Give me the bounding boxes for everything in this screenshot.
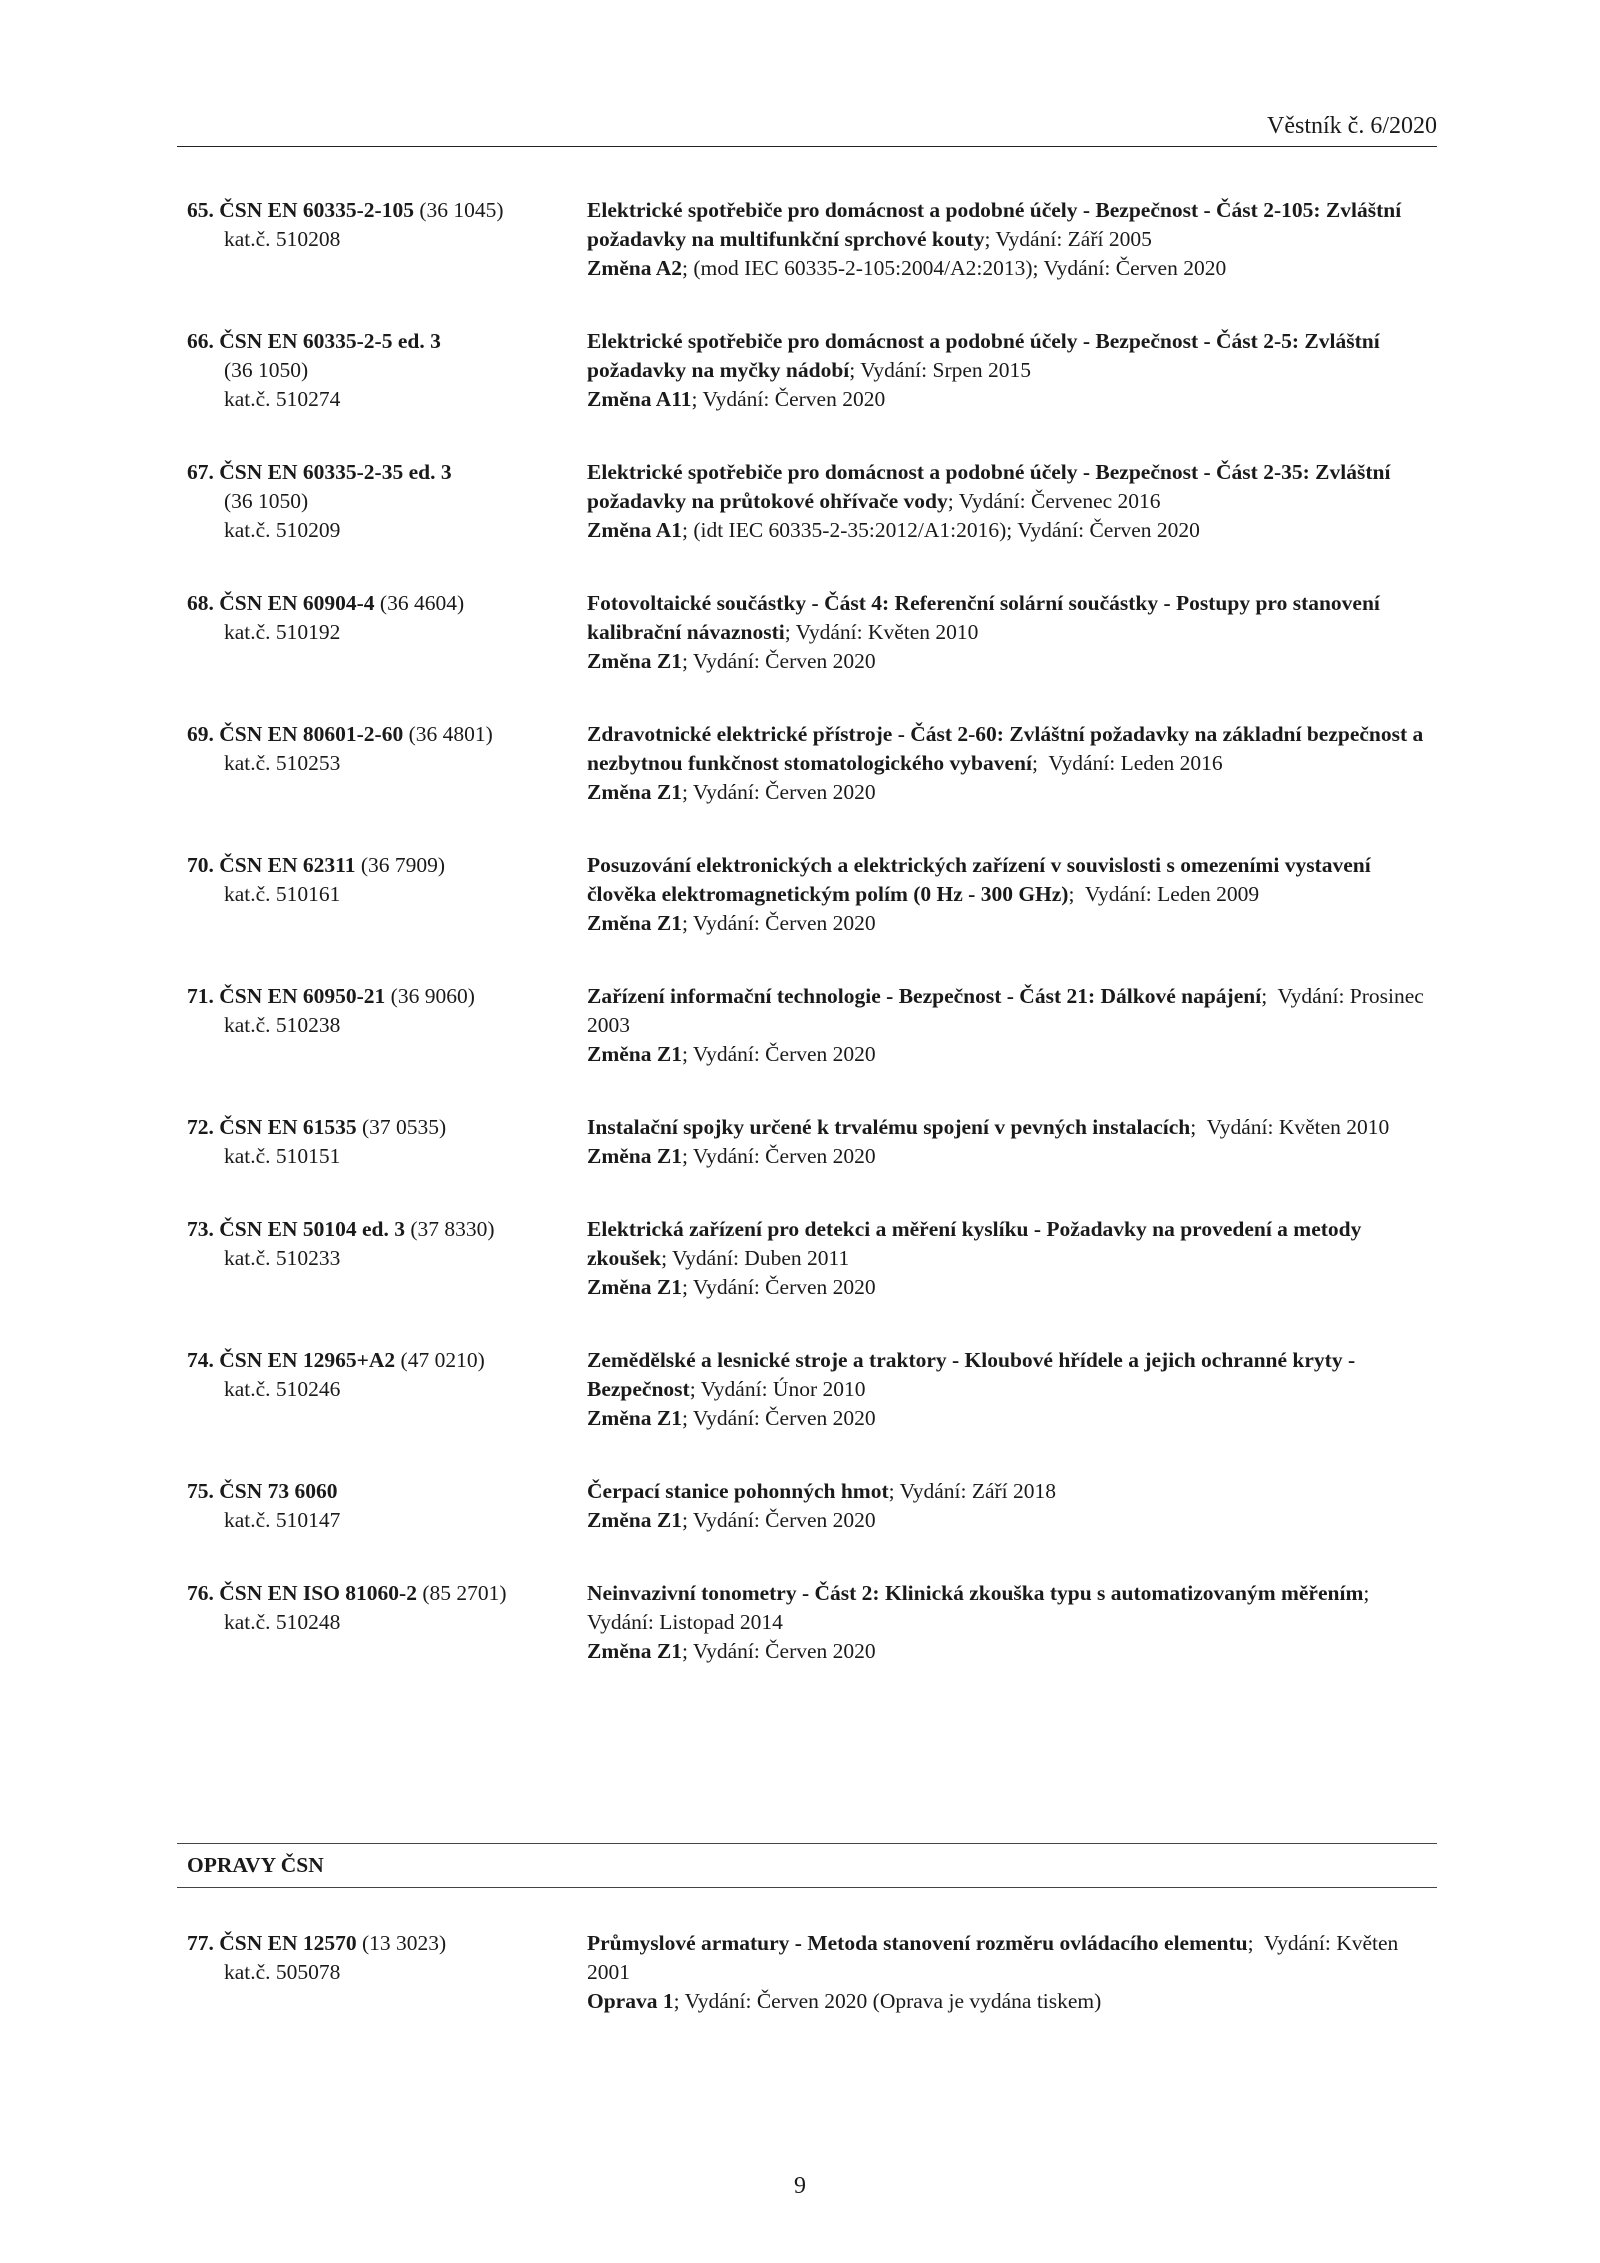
- standard-code: ČSN EN 12965+A2: [219, 1348, 396, 1372]
- issue-date: ; Vydání: Leden 2016: [1031, 751, 1223, 775]
- standard-title: Zemědělské a lesnické stroje a traktory - Kloubové hřídele a jejich ochranné kryty - Bezpečnost: [587, 1348, 1356, 1401]
- standard-title: Elektrické spotřebiče pro domácnost a podobné účely - Bezpečnost - Část 2-105: Zvláštní požadavky na multifunkční sprchové kouty: [587, 198, 1402, 251]
- change-label: Změna Z1: [587, 1508, 682, 1532]
- issue-date: ; Vydání: Listopad 2014: [587, 1581, 1370, 1634]
- standard-code: ČSN EN 60335-2-5 ed. 3: [219, 329, 441, 353]
- change-line: [587, 516, 1437, 545]
- change-label: Změna A11: [587, 387, 692, 411]
- catalog-number: kat.č. 510274: [224, 387, 341, 411]
- change-line: [587, 909, 1437, 938]
- entry-line: [187, 984, 475, 1008]
- entry-number: 65.: [187, 198, 214, 222]
- change-label: Změna Z1: [587, 1144, 682, 1168]
- change-label: Změna Z1: [587, 1406, 682, 1430]
- title-line: [587, 1579, 1437, 1637]
- catalog-number: kat.č. 510253: [224, 751, 341, 775]
- standard-entry: [187, 196, 1437, 283]
- issue-date: ; Vydání: Září 2005: [984, 227, 1152, 251]
- page-header: [177, 112, 1437, 147]
- entry-number: 68.: [187, 591, 214, 615]
- title-line: [587, 1929, 1437, 1987]
- entry-line: [187, 591, 464, 615]
- change-line: [587, 1987, 1437, 2016]
- entry-number: 67.: [187, 460, 214, 484]
- entry-number: 73.: [187, 1217, 214, 1241]
- class-number: (36 7909): [355, 853, 446, 877]
- entry-line: [187, 1217, 495, 1241]
- entry-line: [187, 853, 445, 877]
- change-label: Změna Z1: [587, 911, 682, 935]
- title-line: [587, 458, 1437, 516]
- standard-identifier: [187, 982, 577, 1040]
- standard-title: Elektrické spotřebiče pro domácnost a podobné účely - Bezpečnost - Část 2-35: Zvláštní požadavky na průtokové ohřívače vody: [587, 460, 1391, 513]
- standard-description: [587, 196, 1437, 283]
- entry-number: 71.: [187, 984, 214, 1008]
- catalog-number: kat.č. 510192: [224, 620, 341, 644]
- entry-number: 70.: [187, 853, 214, 877]
- standards-list: [187, 196, 1437, 1710]
- standard-entry: [187, 458, 1437, 545]
- entry-number: 75.: [187, 1479, 214, 1503]
- catalog-number: kat.č. 505078: [224, 1960, 341, 1984]
- standard-code: ČSN EN 60335-2-35 ed. 3: [219, 460, 452, 484]
- standard-entry: [187, 1215, 1437, 1302]
- catalog-number: kat.č. 510209: [224, 518, 341, 542]
- standard-title: Zařízení informační technologie - Bezpečnost - Část 21: Dálkové napájení: [587, 984, 1262, 1008]
- catalog-number: kat.č. 510147: [224, 1508, 341, 1532]
- standard-entry: [187, 1477, 1437, 1535]
- standard-code: ČSN EN 50104 ed. 3: [219, 1217, 406, 1241]
- issue-date: ; Vydání: Květen 2001: [587, 1931, 1399, 1984]
- title-line: [587, 720, 1437, 778]
- standard-code: ČSN 73 6060: [219, 1479, 338, 1503]
- standard-identifier: [187, 1579, 577, 1637]
- class-number: (85 2701): [416, 1581, 507, 1605]
- entry-line: [187, 198, 504, 222]
- entry-line: [187, 1931, 446, 1955]
- class-number-line: (36 1050): [224, 489, 309, 513]
- standard-description: [587, 1346, 1437, 1433]
- change-info: ; (idt IEC 60335-2-35:2012/A1:2016); Vydání: Červen 2020: [681, 518, 1200, 542]
- issue-date: ; Vydání: Květen 2010: [784, 620, 979, 644]
- standard-code: ČSN EN 60904-4: [219, 591, 375, 615]
- catalog-number: kat.č. 510238: [224, 1013, 341, 1037]
- class-number: (36 9060): [385, 984, 475, 1008]
- change-line: [587, 1142, 1437, 1171]
- entry-number: 77.: [187, 1931, 214, 1955]
- standard-identifier: [187, 1477, 577, 1535]
- change-line: [587, 1040, 1437, 1069]
- title-line: [587, 851, 1437, 909]
- change-label: Změna Z1: [587, 780, 682, 804]
- standard-description: [587, 982, 1437, 1069]
- change-line: [587, 254, 1437, 283]
- standard-entry: [187, 1346, 1437, 1433]
- standard-entry: [187, 327, 1437, 414]
- standard-title: Průmyslové armatury - Metoda stanovení rozměru ovládacího elementu: [587, 1931, 1248, 1955]
- standard-title: Fotovoltaické součástky - Část 4: Referenční solární součástky - Postupy pro stanovení kalibrační návaznosti: [587, 591, 1380, 644]
- change-line: [587, 1273, 1437, 1302]
- standard-identifier: [187, 1215, 577, 1273]
- entry-line: [187, 329, 441, 353]
- standard-identifier: [187, 1929, 577, 1987]
- standard-entry: [187, 982, 1437, 1069]
- change-line: [587, 778, 1437, 807]
- change-info: ; Vydání: Červen 2020: [681, 1639, 876, 1663]
- catalog-number: kat.č. 510151: [224, 1144, 341, 1168]
- standard-code: ČSN EN 80601-2-60: [219, 722, 404, 746]
- entry-line: [187, 1115, 446, 1139]
- standard-description: [587, 589, 1437, 676]
- section-title: OPRAVY ČSN: [187, 1853, 324, 1877]
- entry-number: 72.: [187, 1115, 214, 1139]
- change-label: Změna Z1: [587, 1275, 682, 1299]
- change-info: ; Vydání: Červen 2020: [681, 1144, 876, 1168]
- issue-date: ; Vydání: Srpen 2015: [849, 358, 1032, 382]
- catalog-number: kat.č. 510248: [224, 1610, 341, 1634]
- standard-description: [587, 458, 1437, 545]
- standard-description: [587, 851, 1437, 938]
- class-number: (36 4801): [403, 722, 493, 746]
- standard-title: Instalační spojky určené k trvalému spojení v pevných instalacích: [587, 1115, 1191, 1139]
- catalog-number: kat.č. 510246: [224, 1377, 341, 1401]
- title-line: [587, 1477, 1437, 1506]
- entry-line: [187, 722, 493, 746]
- change-line: [587, 1637, 1437, 1666]
- standard-description: [587, 1929, 1437, 2016]
- change-label: Oprava 1: [587, 1989, 674, 2013]
- standard-identifier: [187, 589, 577, 647]
- standard-title: Elektrické spotřebiče pro domácnost a podobné účely - Bezpečnost - Část 2-5: Zvláštní požadavky na myčky nádobí: [587, 329, 1380, 382]
- entry-number: 66.: [187, 329, 214, 353]
- change-info: ; Vydání: Červen 2020: [681, 1508, 876, 1532]
- class-number: (37 0535): [356, 1115, 447, 1139]
- entry-number: 76.: [187, 1581, 214, 1605]
- change-label: Změna A2: [587, 256, 682, 280]
- class-number: (37 8330): [405, 1217, 495, 1241]
- change-line: [587, 385, 1437, 414]
- issue-date: ; Vydání: Leden 2009: [1068, 882, 1260, 906]
- change-label: Změna Z1: [587, 1042, 682, 1066]
- bulletin-title: Věstník č. 6/2020: [1267, 113, 1437, 139]
- standard-identifier: [187, 458, 577, 545]
- standard-description: [587, 1113, 1437, 1171]
- standard-title: Posuzování elektronických a elektrických zařízení v souvislosti s omezeními vystavení člověka elektromagnetickým polím (0 Hz - 300 GHz): [587, 853, 1371, 906]
- title-line: [587, 1346, 1437, 1404]
- issue-date: ; Vydání: Únor 2010: [689, 1377, 866, 1401]
- issue-date: ; Vydání: Září 2018: [888, 1479, 1057, 1503]
- change-info: ; Vydání: Červen 2020 (Oprava je vydána tiskem): [673, 1989, 1102, 2013]
- change-label: Změna A1: [587, 518, 682, 542]
- standard-entry: [187, 720, 1437, 807]
- entry-line: [187, 460, 452, 484]
- entry-number: 69.: [187, 722, 214, 746]
- change-info: ; (mod IEC 60335-2-105:2004/A2:2013); Vydání: Červen 2020: [681, 256, 1227, 280]
- standard-code: ČSN EN ISO 81060-2: [219, 1581, 417, 1605]
- issue-date: ; Vydání: Duben 2011: [661, 1246, 850, 1270]
- standard-entry: [187, 1929, 1437, 2016]
- title-line: [587, 196, 1437, 254]
- standard-entry: [187, 1579, 1437, 1666]
- standard-entry: [187, 1113, 1437, 1171]
- class-number-line: (36 1050): [224, 358, 309, 382]
- standard-identifier: [187, 196, 577, 254]
- catalog-number: kat.č. 510233: [224, 1246, 341, 1270]
- standard-identifier: [187, 720, 577, 778]
- standard-entry: [187, 589, 1437, 676]
- corrections-list: [187, 1929, 1437, 2060]
- standard-code: ČSN EN 62311: [219, 853, 356, 877]
- standard-identifier: [187, 851, 577, 909]
- change-label: Změna Z1: [587, 649, 682, 673]
- title-line: [587, 1215, 1437, 1273]
- standard-title: Čerpací stanice pohonných hmot: [587, 1479, 889, 1503]
- title-line: [587, 1113, 1437, 1142]
- standard-title: Elektrická zařízení pro detekci a měření kyslíku - Požadavky na provedení a metody zkoušek: [587, 1217, 1362, 1270]
- class-number: (47 0210): [395, 1348, 485, 1372]
- class-number: (36 4604): [374, 591, 465, 615]
- standard-description: [587, 720, 1437, 807]
- standard-code: ČSN EN 61535: [219, 1115, 357, 1139]
- standard-code: ČSN EN 12570: [219, 1931, 357, 1955]
- issue-date: ; Vydání: Červenec 2016: [947, 489, 1161, 513]
- standard-identifier: [187, 327, 577, 414]
- standard-code: ČSN EN 60950-21: [219, 984, 386, 1008]
- title-line: [587, 327, 1437, 385]
- change-info: ; Vydání: Červen 2020: [681, 1042, 876, 1066]
- standard-description: [587, 1579, 1437, 1666]
- issue-date: ; Vydání: Květen 2010: [1190, 1115, 1390, 1139]
- standard-entry: [187, 851, 1437, 938]
- standard-description: [587, 1477, 1437, 1535]
- change-line: [587, 1506, 1437, 1535]
- title-line: [587, 982, 1437, 1040]
- change-info: ; Vydání: Červen 2020: [681, 1406, 876, 1430]
- issue-date: ; Vydání: Prosinec 2003: [587, 984, 1424, 1037]
- entry-line: [187, 1479, 338, 1503]
- page-number: 9: [794, 2173, 806, 2199]
- change-line: [587, 647, 1437, 676]
- catalog-number: kat.č. 510208: [224, 227, 341, 251]
- standard-code: ČSN EN 60335-2-105: [219, 198, 414, 222]
- standard-title: Zdravotnické elektrické přístroje - Část 2-60: Zvláštní požadavky na základní bezpečnost a nezbytnou funkčnost stomatologického vybavení: [587, 722, 1424, 775]
- change-label: Změna Z1: [587, 1639, 682, 1663]
- change-info: ; Vydání: Červen 2020: [681, 649, 876, 673]
- title-line: [587, 589, 1437, 647]
- class-number: (36 1045): [413, 198, 504, 222]
- standard-description: [587, 1215, 1437, 1302]
- standard-title: Neinvazivní tonometry - Část 2: Klinická zkouška typu s automatizovaným měřením: [587, 1581, 1364, 1605]
- entry-line: [187, 1348, 485, 1372]
- standard-description: [587, 327, 1437, 414]
- class-number: (13 3023): [356, 1931, 447, 1955]
- change-info: ; Vydání: Červen 2020: [681, 911, 876, 935]
- section-header: [177, 1843, 1437, 1888]
- standard-identifier: [187, 1113, 577, 1171]
- change-info: ; Vydání: Červen 2020: [681, 780, 876, 804]
- catalog-number: kat.č. 510161: [224, 882, 341, 906]
- standard-identifier: [187, 1346, 577, 1404]
- entry-number: 74.: [187, 1348, 214, 1372]
- change-info: ; Vydání: Červen 2020: [691, 387, 886, 411]
- change-line: [587, 1404, 1437, 1433]
- entry-line: [187, 1581, 507, 1605]
- change-info: ; Vydání: Červen 2020: [681, 1275, 876, 1299]
